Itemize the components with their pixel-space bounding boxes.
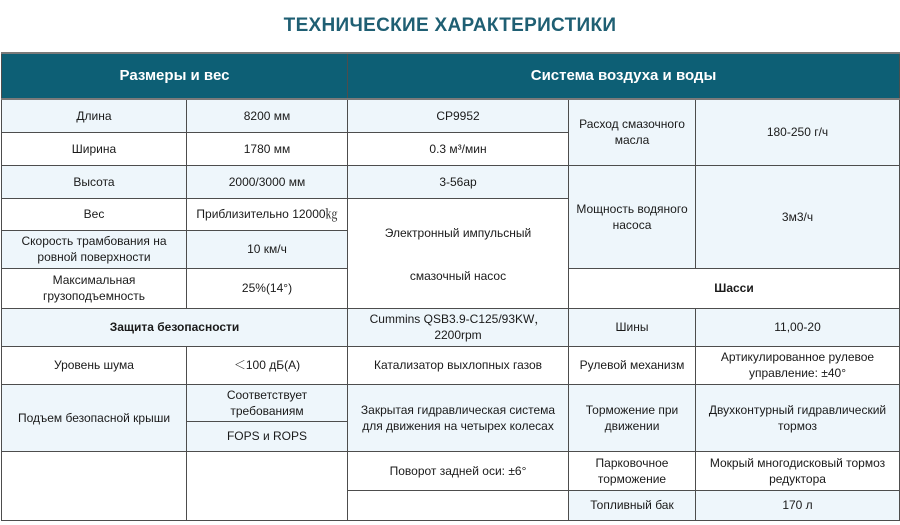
parking-value: Мокрый многодисковый тормоз редуктора <box>696 451 900 490</box>
table-header-row <box>2 53 900 99</box>
steering-label: Рулевой механизм <box>569 346 696 384</box>
table-row <box>2 268 900 308</box>
weight-label: Вес <box>2 198 187 230</box>
width-label: Ширина <box>2 132 187 165</box>
brake-value: Двухконтурный гидравлический тормоз <box>696 384 900 451</box>
width-value: 1780 мм <box>187 132 348 165</box>
lube-pump-line1: Электронный импульсный <box>348 198 569 268</box>
height-value: 2000/3000 мм <box>187 165 348 198</box>
speed-label: Скорость трамбования на ровной поверхности <box>2 230 187 268</box>
air-flow: 0.3 м³/мин <box>348 132 569 165</box>
length-label: Длина <box>2 99 187 132</box>
oil-consumption-value: 180-250 г/ч <box>696 99 900 165</box>
catalyst: Катализатор выхлопных газов <box>348 346 569 384</box>
length-value: 8200 мм <box>187 99 348 132</box>
noise-value: ＜100 дБ(A) <box>187 346 348 384</box>
table-row <box>2 346 900 384</box>
table-row <box>2 451 900 490</box>
brake-label: Торможение при движении <box>569 384 696 451</box>
table-row <box>2 99 900 132</box>
chassis-header: Шасси <box>569 268 900 308</box>
roof-value-1: Соответствует требованиям <box>187 384 348 421</box>
empty-cell <box>2 451 187 520</box>
lube-pump-line2: смазочный насос <box>348 268 569 308</box>
fuel-value: 170 л <box>696 490 900 520</box>
roof-value-2: FOPS и ROPS <box>187 421 348 451</box>
grade-label: Максимальная грузоподъемность <box>2 268 187 308</box>
safety-header: Защита безопасности <box>2 308 348 346</box>
oil-consumption-label: Расход смазочного масла <box>569 99 696 165</box>
header-air-water: Система воздуха и воды <box>348 53 900 99</box>
water-pump-label: Мощность водяного насоса <box>569 165 696 268</box>
parking-label: Парковочное торможение <box>569 451 696 490</box>
noise-label: Уровень шума <box>2 346 187 384</box>
speed-value: 10 км/ч <box>187 230 348 268</box>
rear-axle: Поворот задней оси: ±6° <box>348 451 569 490</box>
tires-value: 11,00-20 <box>696 308 900 346</box>
weight-value: Приблизительно 12000㎏ <box>187 198 348 230</box>
compressor-model: CP9952 <box>348 99 569 132</box>
engine: Cummins QSB3.9-C125/93KW，2200rpm <box>348 308 569 346</box>
page-title: ТЕХНИЧЕСКИЕ ХАРАКТЕРИСТИКИ <box>283 15 617 36</box>
fuel-label: Топливный бак <box>569 490 696 520</box>
tires-label: Шины <box>569 308 696 346</box>
pressure: 3-56ар <box>348 165 569 198</box>
empty-cell <box>187 451 348 520</box>
hydraulic-system: Закрытая гидравлическая система для движения на четырех колесах <box>348 384 569 451</box>
steering-value: Артикулированное рулевое управление: ±40° <box>696 346 900 384</box>
table-row <box>2 165 900 198</box>
specifications-table <box>1 52 900 521</box>
height-label: Высота <box>2 165 187 198</box>
table-row <box>2 384 900 421</box>
water-pump-value: 3м3/ч <box>696 165 900 268</box>
empty-cell <box>348 490 569 520</box>
header-dimensions: Размеры и вес <box>2 53 348 99</box>
grade-value: 25%(14°) <box>187 268 348 308</box>
roof-label: Подъем безопасной крыши <box>2 384 187 451</box>
table-row <box>2 308 900 346</box>
